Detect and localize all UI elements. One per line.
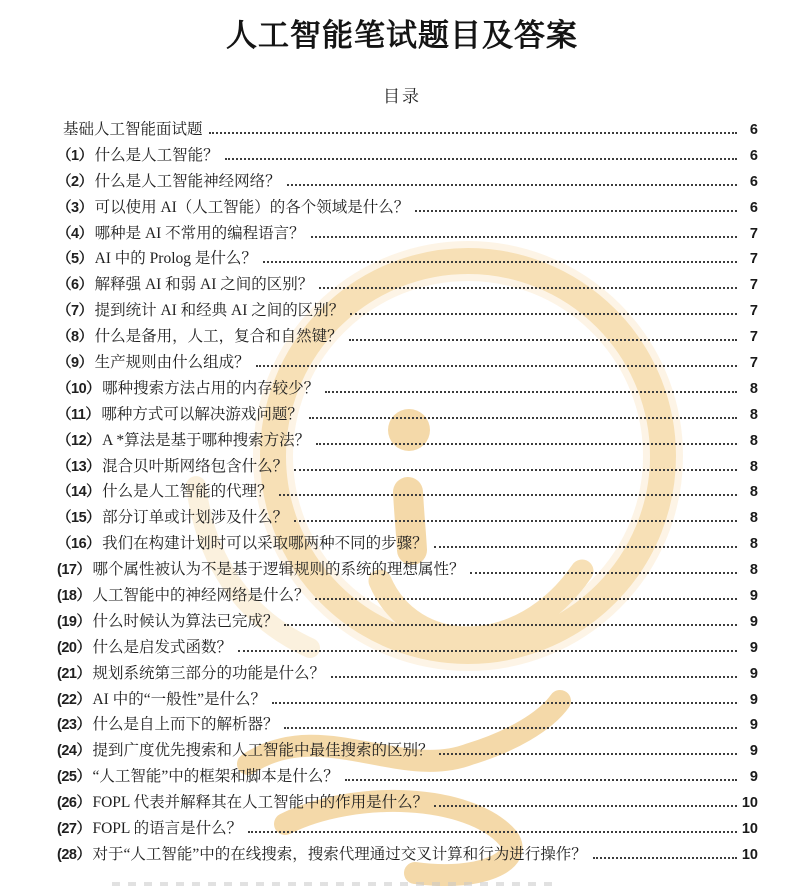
dot-leader (294, 520, 737, 522)
toc-page-number: 8 (749, 536, 758, 553)
toc-entry[interactable] (57, 454, 758, 480)
toc-entry-title: FOPL 的语言是什么？ (92, 820, 243, 838)
document-page (0, 16, 804, 868)
toc-entry[interactable] (57, 661, 758, 687)
toc-list (57, 117, 758, 868)
toc-entry[interactable] (57, 479, 758, 505)
toc-page-number: 8 (749, 380, 758, 397)
toc-page-number: 8 (749, 562, 758, 579)
toc-entry[interactable] (57, 842, 758, 868)
toc-entry-title: 什么是人工智能的代理？ (102, 483, 273, 501)
toc-entry-title: 什么是备用，人工，复合和自然键？ (94, 328, 343, 346)
dot-leader (415, 210, 737, 212)
toc-entry-number: （7） (57, 303, 93, 320)
page-title: 人工智能笔试题目及答案 (226, 18, 578, 53)
toc-page-number: 6 (749, 199, 758, 216)
dot-leader (263, 261, 737, 263)
toc-entry-number: （13） (57, 458, 101, 475)
dot-leader (315, 598, 737, 600)
dot-leader (284, 727, 737, 729)
toc-page-number: 7 (749, 225, 758, 242)
toc-page-number: 10 (741, 846, 758, 863)
toc-entry-title: 提到广度优先搜索和人工智能中最佳搜索的区别？ (92, 742, 434, 760)
toc-entry-number: （12） (57, 432, 101, 449)
toc-entry-title: 人工智能中的神经网络是什么？ (92, 587, 310, 605)
toc-entry[interactable] (57, 687, 758, 713)
toc-entry-number: （11） (57, 406, 100, 423)
toc-entry-number: (25） (57, 769, 91, 786)
toc-entry-title: 哪种是 AI 不常用的编程语言？ (94, 224, 305, 242)
toc-entry[interactable] (57, 350, 758, 376)
toc-page-number: 8 (749, 484, 758, 501)
toc-entry-number: （9） (57, 355, 93, 372)
toc-page-number: 9 (749, 769, 758, 786)
toc-entry[interactable] (57, 738, 758, 764)
toc-entry-number: （5） (57, 251, 93, 268)
toc-entry[interactable] (57, 298, 758, 324)
toc-entry-number: （6） (57, 277, 93, 294)
toc-entry-title: “人工智能”中的框架和脚本是什么？ (92, 768, 339, 786)
toc-entry-number: (20） (57, 639, 91, 656)
toc-page-number: 9 (749, 588, 758, 605)
toc-entry-title: FOPL 代表并解释其在人工智能中的作用是什么？ (92, 794, 429, 812)
toc-page-number: 8 (749, 432, 758, 449)
toc-entry-number: （3） (57, 199, 93, 216)
dot-leader (209, 132, 737, 134)
toc-page-number: 10 (741, 821, 758, 838)
toc-entry-number: （1） (57, 147, 93, 164)
toc-entry-number: （10） (57, 380, 101, 397)
toc-entry-number: (24） (57, 743, 91, 760)
toc-entry-number: （8） (57, 329, 93, 346)
dot-leader (349, 339, 737, 341)
toc-entry[interactable] (57, 221, 758, 247)
dot-leader (294, 469, 737, 471)
dot-leader (434, 546, 737, 548)
toc-page-number: 9 (749, 665, 758, 682)
toc-entry-title: 生产规则由什么组成？ (94, 354, 250, 372)
toc-entry[interactable] (57, 195, 758, 221)
dot-leader (345, 779, 737, 781)
toc-entry-number: (21） (57, 665, 91, 682)
dot-leader (316, 443, 737, 445)
toc-entry[interactable] (57, 531, 758, 557)
toc-entry-number: （14） (57, 484, 101, 501)
dot-leader (319, 287, 737, 289)
toc-page-number: 6 (749, 122, 758, 138)
toc-entry-title: 哪种方式可以解决游戏问题？ (101, 405, 303, 423)
toc-entry[interactable] (57, 583, 758, 609)
dot-leader (311, 236, 737, 238)
toc-page-number: 9 (749, 717, 758, 734)
toc-entry[interactable] (57, 143, 758, 169)
dot-leader (309, 417, 737, 419)
toc-entry[interactable] (57, 272, 758, 298)
toc-entry-title: 基础人工智能面试题 (63, 121, 203, 138)
toc-entry-title: 混合贝叶斯网络包含什么？ (102, 457, 289, 475)
toc-entry[interactable] (57, 376, 758, 402)
toc-entry-title: 什么是启发式函数？ (92, 638, 232, 656)
dot-leader (256, 365, 737, 367)
toc-entry-title: 我们在构建计划时可以采取哪两种不同的步骤？ (102, 535, 428, 553)
toc-entry[interactable] (57, 816, 758, 842)
toc-entry-title: AI 中的 Prolog 是什么？ (94, 250, 257, 268)
toc-page-number: 9 (749, 743, 758, 760)
toc-page-number: 6 (749, 173, 758, 190)
dot-leader (279, 494, 737, 496)
toc-entry[interactable] (57, 246, 758, 272)
toc-entry-title: 什么是人工智能？ (94, 146, 219, 164)
toc-entry-title: 什么是人工智能神经网络？ (94, 172, 281, 190)
dot-leader (439, 753, 737, 755)
toc-entry[interactable] (57, 790, 758, 816)
toc-entry-number: (28） (57, 846, 91, 863)
toc-entry-number: （2） (57, 173, 93, 190)
toc-entry-title: 可以使用 AI（人工智能）的各个领域是什么？ (94, 198, 410, 216)
toc-entry-title: AI 中的“一般性”是什么？ (92, 690, 266, 708)
toc-entry-number: （15） (57, 510, 101, 527)
toc-page-number: 7 (749, 303, 758, 320)
toc-entry-title: 什么是自上而下的解析器？ (92, 716, 279, 734)
toc-entry-title: 什么时候认为算法已完成？ (92, 612, 279, 630)
toc-entry[interactable] (57, 712, 758, 738)
dot-leader (325, 391, 737, 393)
dot-leader (284, 624, 737, 626)
toc-entry-title: 提到统计 AI 和经典 AI 之间的区别？ (94, 302, 345, 320)
toc-entry-number: (17） (57, 562, 91, 579)
toc-page-number: 7 (749, 251, 758, 268)
toc-entry[interactable] (57, 764, 758, 790)
toc-page-number: 8 (749, 510, 758, 527)
toc-entry[interactable] (57, 609, 758, 635)
toc-entry[interactable] (57, 635, 758, 661)
toc-entry[interactable] (57, 117, 758, 143)
toc-entry-number: （16） (57, 536, 101, 553)
toc-entry-number: （4） (57, 225, 93, 242)
toc-page-number: 7 (749, 355, 758, 372)
dot-leader (225, 158, 737, 160)
dot-leader (593, 857, 737, 859)
toc-entry-title: 哪种搜索方法占用的内存较少？ (102, 379, 320, 397)
toc-entry[interactable] (57, 428, 758, 454)
toc-page-number: 7 (749, 329, 758, 346)
dot-leader (470, 572, 737, 574)
toc-entry[interactable] (57, 324, 758, 350)
toc-heading: 目录 (383, 87, 421, 106)
toc-page-number: 9 (749, 691, 758, 708)
toc-entry-number: (19） (57, 613, 91, 630)
dot-leader (434, 805, 737, 807)
toc-page-number: 8 (749, 406, 758, 423)
toc-entry-title: A *算法是基于哪种搜索方法？ (102, 431, 311, 449)
toc-entry-title: 解释强 AI 和弱 AI 之间的区别？ (94, 276, 314, 294)
toc-entry[interactable] (57, 169, 758, 195)
toc-entry[interactable] (57, 557, 758, 583)
toc-page-number: 10 (741, 795, 758, 812)
toc-entry-number: (18） (57, 588, 91, 605)
toc-entry-title: 部分订单或计划涉及什么？ (102, 509, 289, 527)
toc-page-number: 9 (749, 613, 758, 630)
toc-entry-title: 哪个属性被认为不是基于逻辑规则的系统的理想属性？ (92, 561, 465, 579)
toc-entry-title: 对于“人工智能”中的在线搜索，搜索代理通过交叉计算和行为进行操作？ (92, 845, 587, 863)
dot-leader (248, 831, 737, 833)
toc-page-number: 9 (749, 639, 758, 656)
dot-leader (350, 313, 737, 315)
dot-leader (238, 650, 737, 652)
toc-page-number: 6 (749, 147, 758, 164)
dot-leader (272, 702, 737, 704)
toc-entry-title: 规划系统第三部分的功能是什么？ (92, 664, 325, 682)
dot-leader (287, 184, 737, 186)
toc-page-number: 8 (749, 458, 758, 475)
dot-leader (331, 676, 737, 678)
toc-entry-number: (22） (57, 691, 91, 708)
toc-entry-number: (23） (57, 717, 91, 734)
toc-entry-number: (27） (57, 821, 91, 838)
toc-entry[interactable] (57, 402, 758, 428)
toc-entry-number: (26） (57, 795, 91, 812)
toc-entry[interactable] (57, 505, 758, 531)
cropped-next-line (112, 882, 557, 886)
toc-page-number: 7 (749, 277, 758, 294)
